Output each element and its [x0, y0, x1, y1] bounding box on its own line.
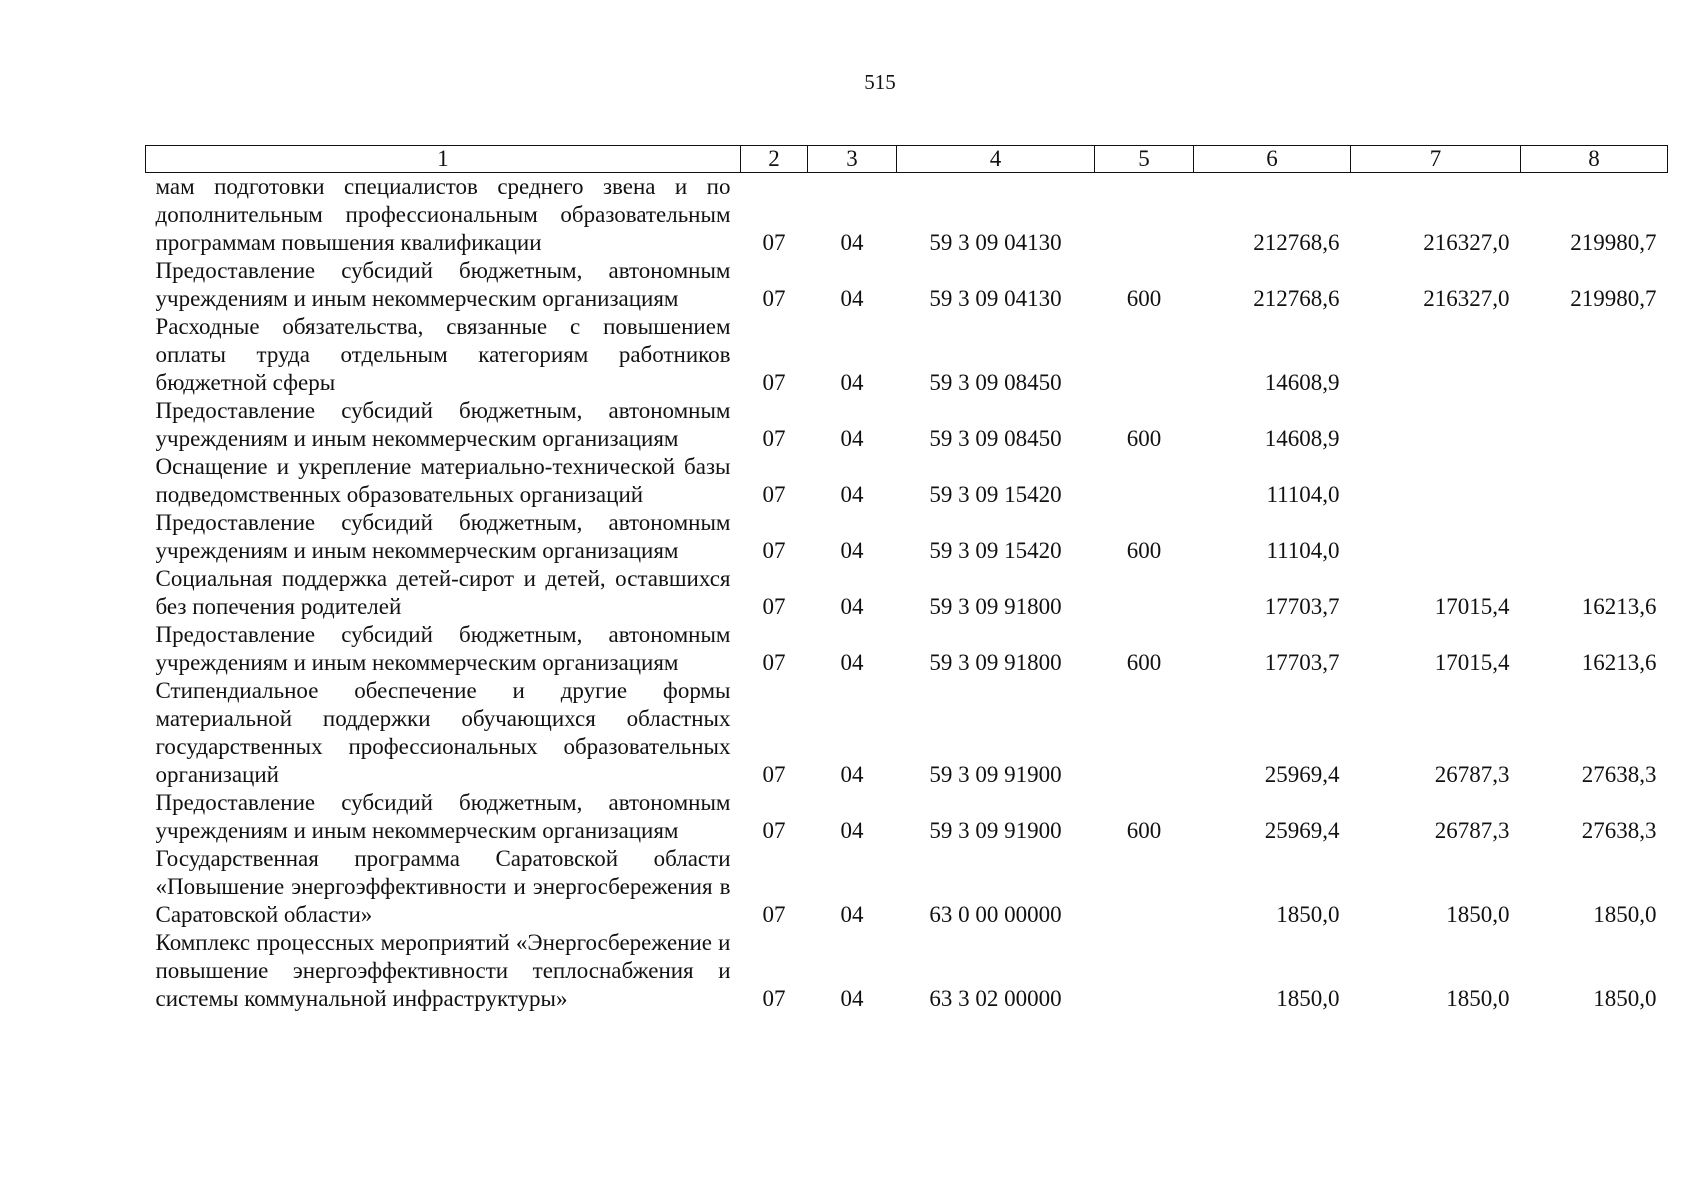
table-row	[146, 509, 1668, 565]
row-expense-type	[1095, 313, 1194, 397]
row-section: 07	[762, 230, 786, 255]
header-col-2: 2	[741, 146, 808, 173]
row-section: 07	[762, 650, 786, 675]
row-amount-col-6: 11104,0	[1266, 482, 1340, 507]
row-target-code: 59 3 09 15420	[929, 538, 1062, 563]
row-expense-type	[1095, 173, 1194, 258]
row-subsection: 04	[840, 286, 864, 311]
row-amount-col-6: 14608,9	[1264, 370, 1340, 395]
row-target-code: 59 3 09 91900	[929, 762, 1062, 787]
row-amount-col-6: 212768,6	[1253, 230, 1340, 255]
row-section: 07	[762, 538, 786, 563]
row-subsection: 04	[840, 230, 864, 255]
row-expense-type: 600	[1126, 426, 1162, 451]
row-section: 07	[762, 594, 786, 619]
row-subsection: 04	[840, 650, 864, 675]
table-row	[146, 173, 1668, 258]
row-amount-col-6: 25969,4	[1264, 762, 1340, 787]
row-expense-type: 600	[1126, 286, 1162, 311]
row-amount-col-6: 25969,4	[1264, 818, 1340, 843]
row-section: 07	[762, 482, 786, 507]
row-description: Комплекс процессных мероприятий «Энергосбережение и повышение энергоэффективности теплоснабжения и системы коммунальной инфраструктуры»	[155, 930, 731, 1011]
row-amount-col-8: 1850,0	[1593, 902, 1657, 927]
row-amount-col-7: 1850,0	[1446, 986, 1510, 1011]
row-amount-col-7: 17015,4	[1434, 594, 1510, 619]
header-col-8: 8	[1521, 146, 1668, 173]
table-row	[146, 453, 1668, 509]
row-amount-col-6: 11104,0	[1266, 538, 1340, 563]
row-amount-col-7	[1351, 453, 1521, 509]
row-amount-col-8: 219980,7	[1570, 286, 1657, 311]
table-row	[146, 397, 1668, 453]
row-target-code: 63 0 00 00000	[929, 902, 1062, 927]
header-col-7: 7	[1351, 146, 1521, 173]
table-row	[146, 929, 1668, 1013]
row-amount-col-8: 16213,6	[1581, 594, 1657, 619]
row-amount-col-7: 216327,0	[1423, 286, 1510, 311]
row-target-code: 59 3 09 91800	[929, 650, 1062, 675]
row-target-code: 59 3 09 08450	[929, 426, 1062, 451]
row-section: 07	[762, 818, 786, 843]
budget-table	[145, 145, 1668, 1013]
row-amount-col-6: 14608,9	[1264, 426, 1340, 451]
row-amount-col-8: 1850,0	[1593, 986, 1657, 1011]
row-amount-col-7: 26787,3	[1434, 762, 1510, 787]
row-amount-col-8	[1521, 509, 1668, 565]
row-expense-type: 600	[1126, 818, 1162, 843]
row-subsection: 04	[840, 426, 864, 451]
row-amount-col-6: 1850,0	[1276, 986, 1340, 1011]
row-section: 07	[762, 426, 786, 451]
page-number: 515	[864, 70, 896, 94]
row-description: Предоставление субсидий бюджетным, автономным учреждениям и иным некоммерческим организациям	[155, 790, 731, 843]
row-amount-col-7: 216327,0	[1423, 230, 1510, 255]
row-amount-col-6: 212768,6	[1253, 286, 1340, 311]
row-target-code: 59 3 09 04130	[929, 286, 1062, 311]
row-expense-type	[1095, 565, 1194, 621]
row-amount-col-8: 27638,3	[1581, 762, 1657, 787]
header-row	[146, 146, 1668, 173]
row-expense-type	[1095, 677, 1194, 789]
row-amount-col-8: 16213,6	[1581, 650, 1657, 675]
row-amount-col-8	[1521, 313, 1668, 397]
table-row	[146, 313, 1668, 397]
row-subsection: 04	[840, 762, 864, 787]
row-amount-col-6: 17703,7	[1264, 650, 1340, 675]
row-amount-col-7	[1351, 397, 1521, 453]
row-target-code: 59 3 09 15420	[929, 482, 1062, 507]
table-body	[146, 173, 1668, 1014]
row-section: 07	[762, 370, 786, 395]
row-subsection: 04	[840, 818, 864, 843]
header-col-1: 1	[146, 146, 741, 173]
row-subsection: 04	[840, 594, 864, 619]
row-description: Оснащение и укрепление материально-технической базы подведомственных образовательных организаций	[155, 454, 731, 507]
row-description: мам подготовки специалистов среднего звена и по дополнительным профессиональным образовательным программам повышения квалификации	[155, 174, 731, 255]
table-row	[146, 845, 1668, 929]
row-section: 07	[762, 286, 786, 311]
row-subsection: 04	[840, 370, 864, 395]
row-expense-type	[1095, 453, 1194, 509]
table-row	[146, 257, 1668, 313]
row-amount-col-8: 219980,7	[1570, 230, 1657, 255]
row-amount-col-7: 17015,4	[1434, 650, 1510, 675]
row-expense-type: 600	[1126, 650, 1162, 675]
row-target-code: 59 3 09 08450	[929, 370, 1062, 395]
table-header	[146, 146, 1668, 173]
row-subsection: 04	[840, 538, 864, 563]
row-description: Государственная программа Саратовской области «Повышение энергоэффективности и энергосбережения в Саратовской области»	[155, 846, 731, 927]
header-col-5: 5	[1095, 146, 1194, 173]
row-target-code: 59 3 09 91800	[929, 594, 1062, 619]
row-amount-col-7	[1351, 313, 1521, 397]
header-col-4: 4	[897, 146, 1095, 173]
row-section: 07	[762, 902, 786, 927]
table-row	[146, 677, 1668, 789]
row-section: 07	[762, 986, 786, 1011]
table-row	[146, 565, 1668, 621]
row-subsection: 04	[840, 902, 864, 927]
row-amount-col-8	[1521, 397, 1668, 453]
row-expense-type: 600	[1126, 538, 1162, 563]
row-description: Предоставление субсидий бюджетным, автономным учреждениям и иным некоммерческим организациям	[155, 258, 731, 311]
row-amount-col-8	[1521, 453, 1668, 509]
table-row	[146, 621, 1668, 677]
row-description: Стипендиальное обеспечение и другие формы материальной поддержки обучающихся областных государственных профессиональных образовательных организаций	[155, 678, 731, 787]
row-expense-type	[1095, 929, 1194, 1013]
row-description: Предоставление субсидий бюджетным, автономным учреждениям и иным некоммерческим организациям	[155, 398, 731, 451]
row-amount-col-8: 27638,3	[1581, 818, 1657, 843]
row-subsection: 04	[840, 482, 864, 507]
row-subsection: 04	[840, 986, 864, 1011]
row-amount-col-7	[1351, 509, 1521, 565]
row-amount-col-6: 1850,0	[1276, 902, 1340, 927]
row-section: 07	[762, 762, 786, 787]
header-col-3: 3	[808, 146, 897, 173]
row-amount-col-7: 26787,3	[1434, 818, 1510, 843]
row-target-code: 59 3 09 91900	[929, 818, 1062, 843]
row-target-code: 63 3 02 00000	[929, 986, 1062, 1011]
row-expense-type	[1095, 845, 1194, 929]
table-row	[146, 789, 1668, 845]
row-description: Предоставление субсидий бюджетным, автономным учреждениям и иным некоммерческим организациям	[155, 622, 731, 675]
row-amount-col-6: 17703,7	[1264, 594, 1340, 619]
row-target-code: 59 3 09 04130	[929, 230, 1062, 255]
header-col-6: 6	[1194, 146, 1351, 173]
row-description: Расходные обязательства, связанные с повышением оплаты труда отдельным категориям работников бюджетной сферы	[155, 314, 731, 395]
row-description: Предоставление субсидий бюджетным, автономным учреждениям и иным некоммерческим организациям	[155, 510, 731, 563]
row-description: Социальная поддержка детей-сирот и детей, оставшихся без попечения родителей	[155, 566, 731, 619]
row-amount-col-7: 1850,0	[1446, 902, 1510, 927]
